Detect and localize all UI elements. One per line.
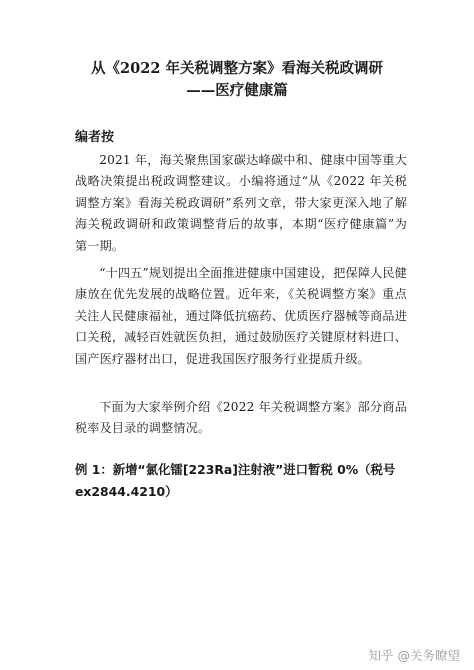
paragraph-health-china: “十四五”规划提出全面推进健康中国建设，把保障人民健康放在优先发展的战略位置。近年来，《关税调整方案》重点关注人民健康福祉，通过降低抗癌药、优质医疗器械等商品进口关税，减轻百姓就医负担，通过鼓励医疗关键原材料进口、国产医疗器材出口，促进我国医疗服务行业提质升级。 bbox=[75, 266, 408, 366]
zhihu-watermark: 知乎 @关务瞭望 bbox=[368, 648, 460, 663]
editor-note-heading: 编者按 bbox=[75, 130, 115, 145]
paragraph-examples-intro: 下面为大家举例介绍《2022 年关税调整方案》部分商品税率及目录的调整情况。 bbox=[75, 400, 407, 436]
document-subtitle: ——医疗健康篇 bbox=[186, 82, 288, 99]
document-title: 从《2022 年关税调整方案》看海关税政调研 bbox=[91, 60, 383, 77]
paragraph-intro: 2021 年，海关聚焦国家碳达峰碳中和、健康中国等重大战略决策提出税政调整建议。小编将通过“从《2022 年关税调整方案》看海关税政调研”系列文章，带大家更深入地了解海关税政调研和政策调整背后的故事，本期“医疗健康篇”为第一期。 bbox=[75, 153, 407, 253]
example-1-heading: 例 1：新增“氯化镭[223Ra]注射液”进口暂税 0%（税号 ex2844.4210） bbox=[75, 462, 396, 499]
